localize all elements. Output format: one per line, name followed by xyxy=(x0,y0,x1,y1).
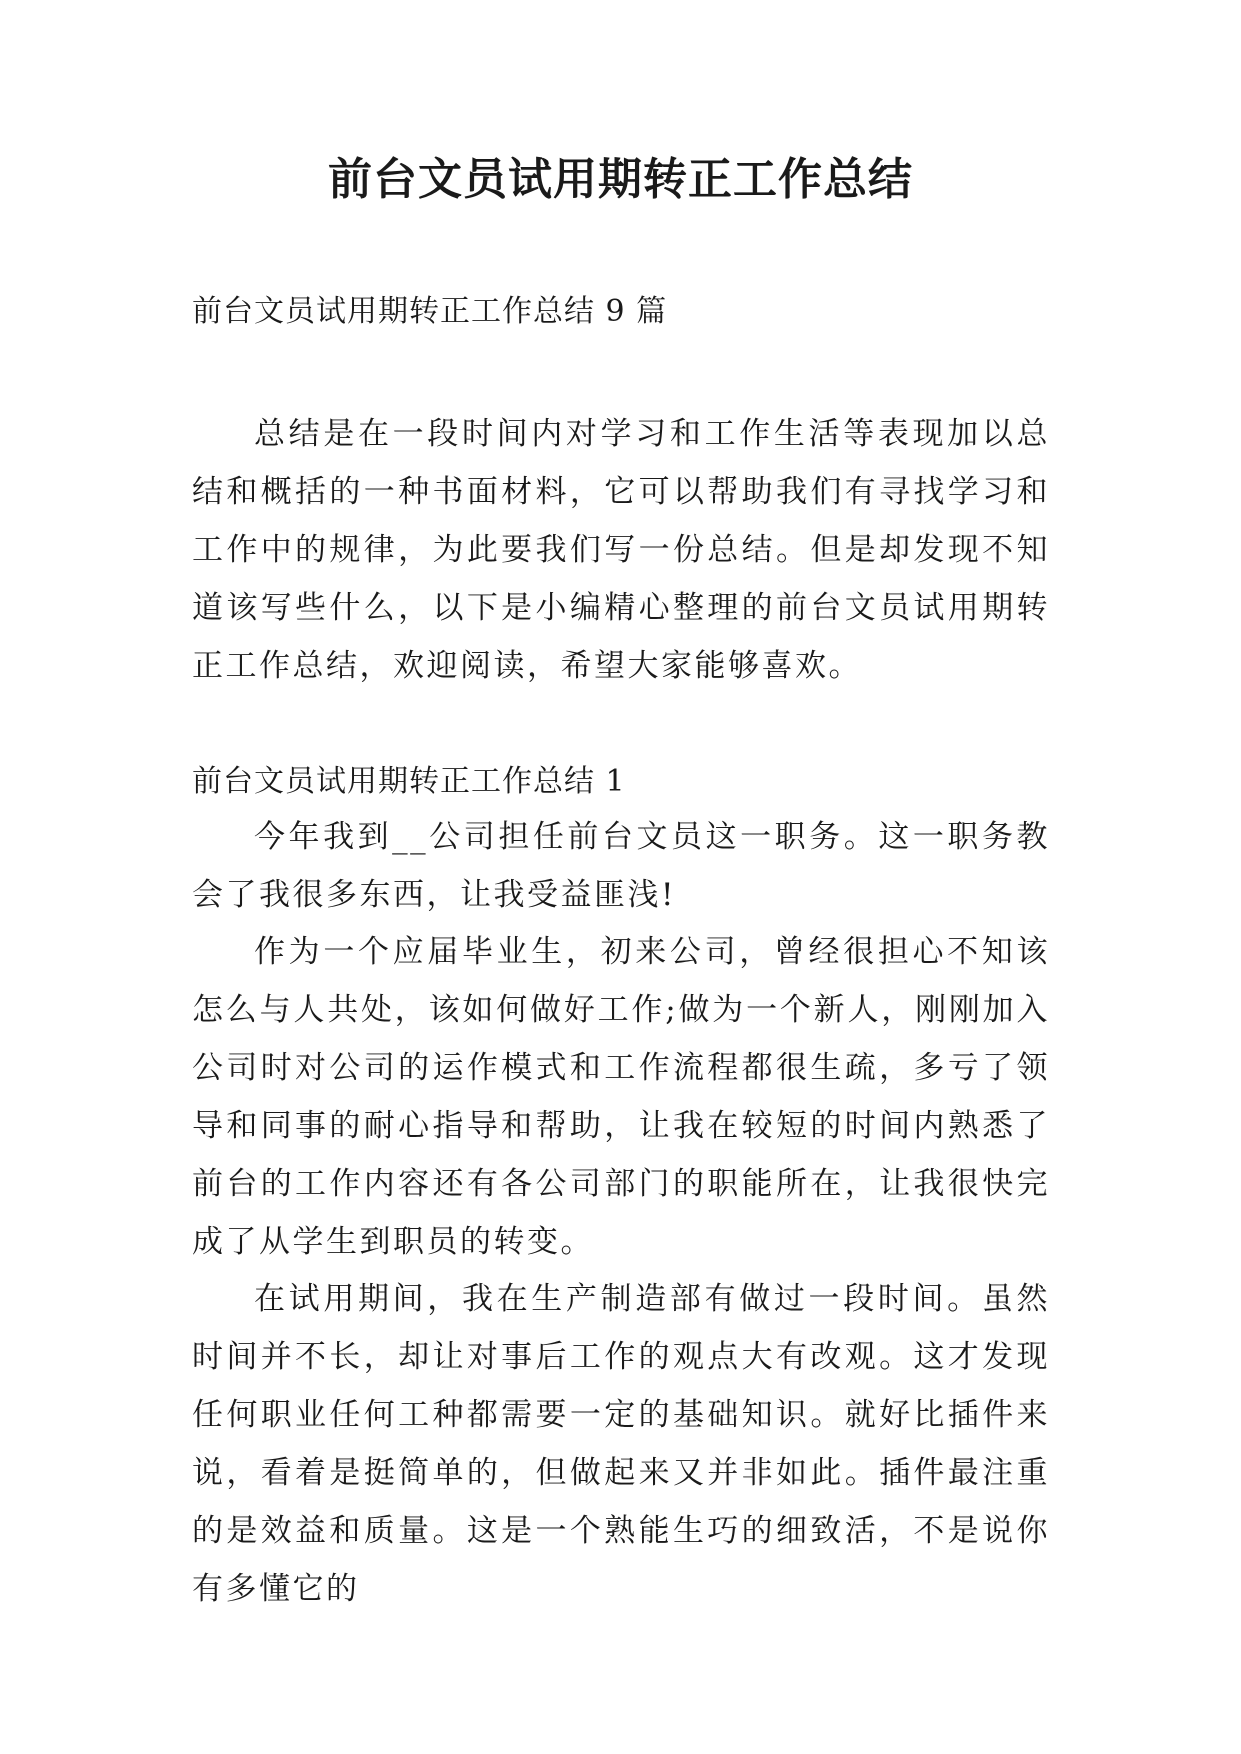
section-heading: 前台文员试用期转正工作总结 1 xyxy=(192,764,626,799)
intro-paragraph: 总结是在一段时间内对学习和工作生活等表现加以总结和概括的一种书面材料，它可以帮助我们有寻找学习和工作中的规律，为此要我们写一份总结。但是却发现不知道该写些什么，以下是小编精心整理的前台文员试用期转正工作总结，欢迎阅读，希望大家能够喜欢。 xyxy=(192,416,1050,684)
body-paragraph: 作为一个应届毕业生，初来公司，曾经很担心不知该怎么与人共处，该如何做好工作;做为一个新人，刚刚加入公司时对公司的运作模式和工作流程都很生疏，多亏了领导和同事的耐心指导和帮助，让我在较短的时间内熟悉了前台的工作内容还有各公司部门的职能所在，让我很快完成了从学生到职员的转变。 xyxy=(192,934,1050,1260)
document-subtitle: 前台文员试用期转正工作总结 9 篇 xyxy=(192,294,668,329)
body-paragraph: 在试用期间，我在生产制造部有做过一段时间。虽然时间并不长，却让对事后工作的观点大有改观。这才发现任何职业任何工种都需要一定的基础知识。就好比插件来说，看着是挺简单的，但做起来又并非如此。插件最注重的是效益和质量。这是一个熟能生巧的细致活，不是说你有多懂它的 xyxy=(192,1281,1050,1607)
document-title: 前台文员试用期转正工作总结 xyxy=(328,154,913,205)
body-paragraph: 今年我到__公司担任前台文员这一职务。这一职务教会了我很多东西，让我受益匪浅! xyxy=(192,819,1050,913)
